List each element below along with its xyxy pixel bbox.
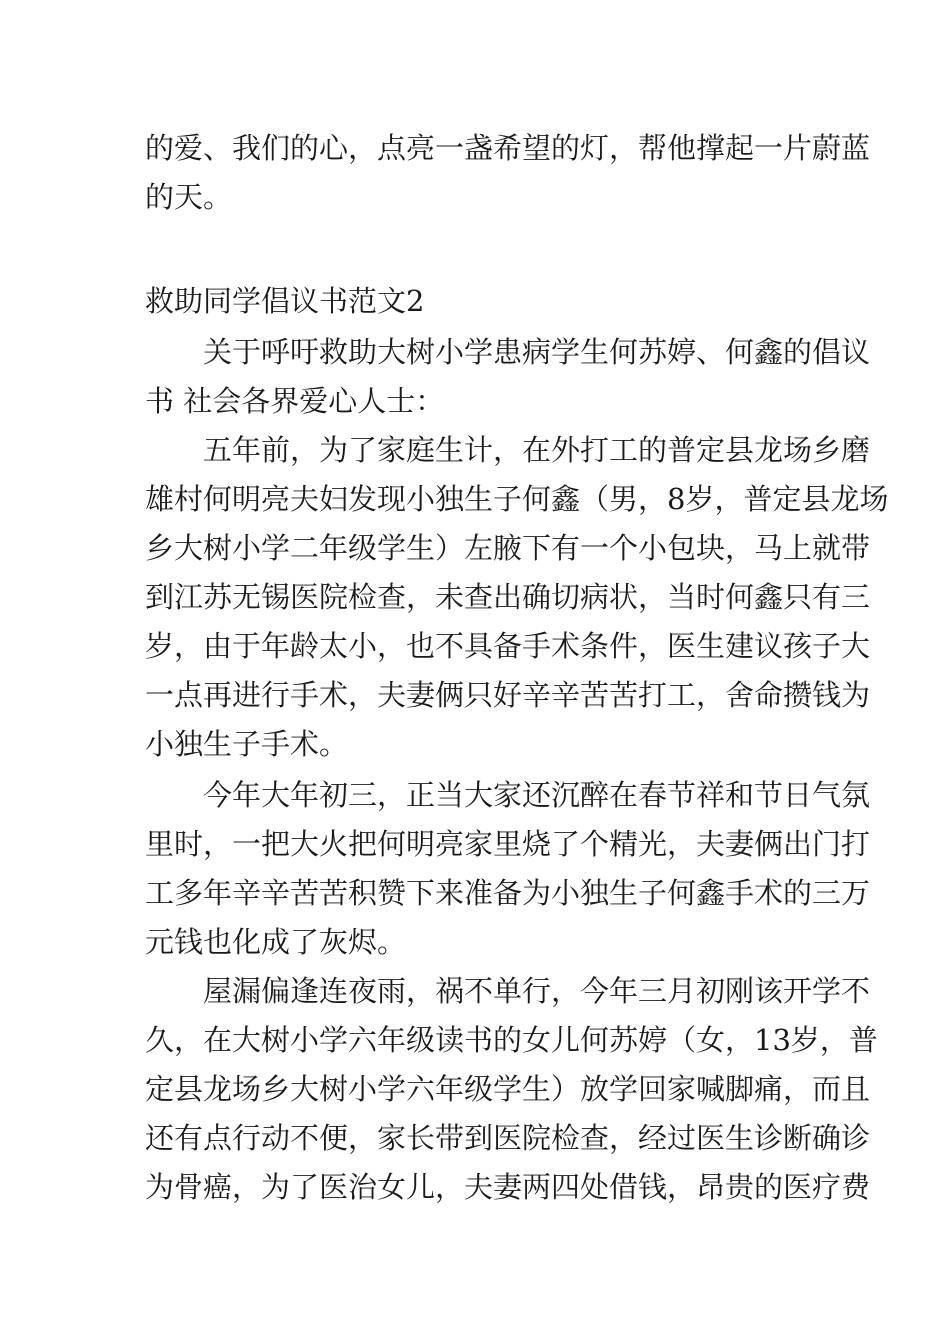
text-line: 关于呼吁救助大树小学患病学生何苏婷、何鑫的倡议 xyxy=(203,335,871,369)
text-line: 乡大树小学二年级学生）左腋下有一个小包块，马上就带 xyxy=(145,531,871,565)
paragraph-five-years-ago xyxy=(145,426,889,769)
text-line: 书 社会各界爱心人士： xyxy=(145,384,445,418)
text-line: 里时，一把大火把何明亮家里烧了个精光，夫妻俩出门打 xyxy=(145,827,871,861)
text-line: 五年前，为了家庭生计，在外打工的普定县龙场乡磨 xyxy=(203,433,871,467)
text-line: 的天。 xyxy=(145,180,233,214)
text-line: 屋漏偏逢连夜雨，祸不单行，今年三月初刚该开学不 xyxy=(203,974,871,1008)
text-line: 小独生子手术。 xyxy=(145,727,349,761)
paragraph-fire xyxy=(145,771,871,967)
paragraph-illness xyxy=(145,967,878,1212)
text-line: 定县龙场乡大树小学六年级学生）放学回家喊脚痛，而且 xyxy=(145,1072,871,1106)
intro-paragraph xyxy=(145,124,871,222)
text-line: 的爱、我们的心，点亮一盏希望的灯，帮他撑起一片蔚蓝 xyxy=(145,131,871,165)
paragraph-title xyxy=(145,328,871,426)
text-line: 还有点行动不便，家长带到医院检查，经过医生诊断确诊 xyxy=(145,1121,871,1155)
text-line: 久，在大树小学六年级读书的女儿何苏婷（女，13岁，普 xyxy=(145,1023,878,1057)
text-line: 一点再进行手术，夫妻俩只好辛辛苦苦打工，舍命攒钱为 xyxy=(145,678,871,712)
text-line: 工多年辛辛苦苦积赞下来准备为小独生子何鑫手术的三万 xyxy=(145,876,871,910)
text-line: 今年大年初三，正当大家还沉醉在春节祥和节日气氛 xyxy=(203,778,871,812)
heading-text: 救助同学倡议书范文2 xyxy=(145,284,425,318)
text-line: 岁，由于年龄太小，也不具备手术条件，医生建议孩子大 xyxy=(145,629,871,663)
text-line: 雄村何明亮夫妇发现小独生子何鑫（男，8岁，普定县龙场 xyxy=(145,482,889,516)
text-line: 元钱也化成了灰烬。 xyxy=(145,925,407,959)
text-line: 为骨癌，为了医治女儿，夫妻两四处借钱，昂贵的医疗费 xyxy=(145,1170,871,1204)
section-heading xyxy=(145,277,810,326)
text-line: 到江苏无锡医院检查，未查出确切病状，当时何鑫只有三 xyxy=(145,580,871,614)
